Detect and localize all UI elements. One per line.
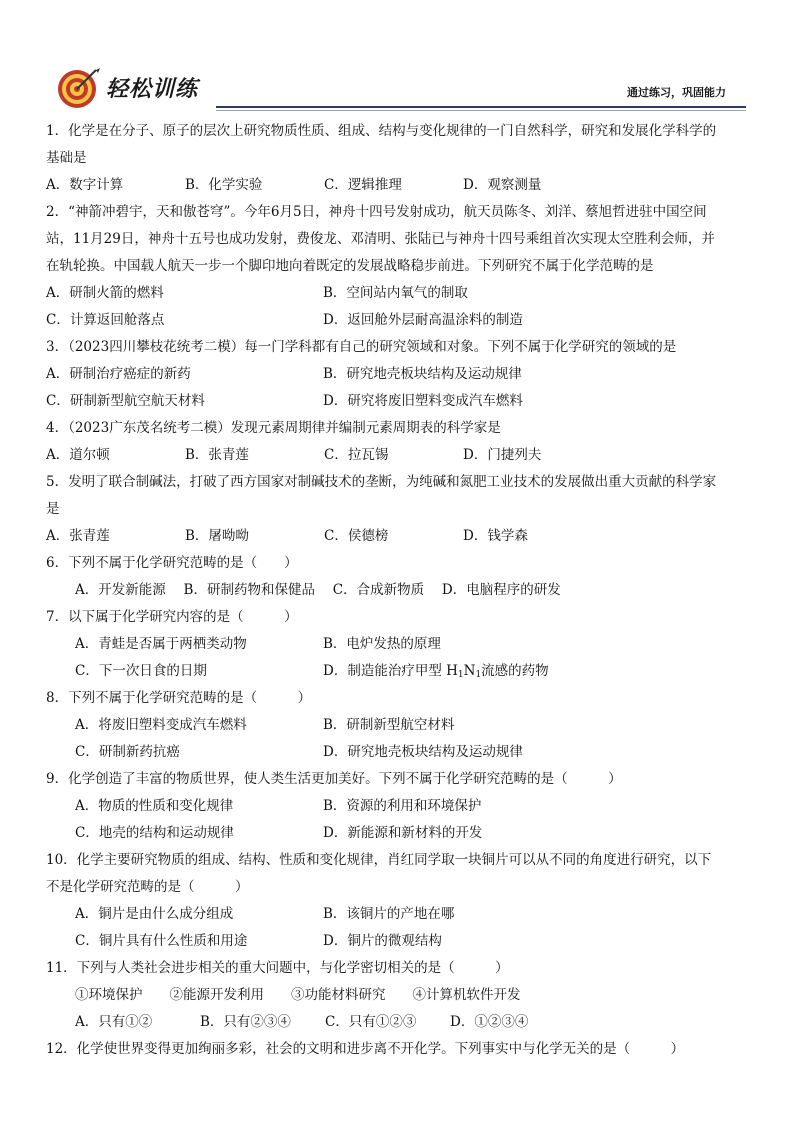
question-5-stem: 5．发明了联合制碱法，打破了西方国家对制碱技术的垄断，为纯碱和氮肥工业技术的发展做出重大贡献的科学家 <box>46 474 717 490</box>
question-11-stem: 11．下列与人类社会进步相关的重大问题中，与化学密切相关的是（ ） <box>46 960 509 976</box>
option-c: C．只有①②③ <box>325 1014 417 1030</box>
option-c: C．研制新型航空航天材料 <box>46 393 205 409</box>
option-b: B．电炉发热的原理 <box>323 636 441 652</box>
option-b: B．资源的利用和环境保护 <box>323 798 482 814</box>
option-a: A．数字计算 <box>46 177 124 193</box>
option-b: B．研究地壳板块结构及运动规律 <box>323 366 522 382</box>
option-d: D．①②③④ <box>450 1014 529 1030</box>
question-2-options <box>46 280 754 307</box>
section-brand-title: 轻松训练 <box>106 77 199 102</box>
header-rule-thin <box>216 110 746 111</box>
option-a: A．只有①② <box>75 1014 153 1030</box>
option-d: D．研究将废旧塑料变成汽车燃料 <box>323 393 523 409</box>
option-d: D．铜片的微观结构 <box>323 933 442 949</box>
question-5-stem-cont: 是 <box>46 501 60 517</box>
question-7-stem: 7．以下属于化学研究内容的是（ ） <box>46 609 298 625</box>
option-a: A．道尔顿 <box>46 447 110 463</box>
question-7-options <box>46 631 754 658</box>
question-9-options <box>46 793 754 820</box>
question-8-options <box>46 739 754 766</box>
option-a: A．青蛙是否属于两栖类动物 <box>75 636 247 652</box>
question-9-stem: 9．化学创造了丰富的物质世界，使人类生活更加美好。下列不属于化学研究范畴的是（ ） <box>46 771 622 787</box>
question-6-stem: 6．下列不属于化学研究范畴的是（ ） <box>46 555 298 571</box>
question-2-stem-cont: 在轨轮换。中国载人航天一步一个脚印地向着既定的发展战略稳步前进。下列研究不属于化学范畴的是 <box>46 258 654 274</box>
header-rule <box>216 106 746 108</box>
question-11-options <box>46 1009 754 1036</box>
option-a: A．研制治疗癌症的新药 <box>46 366 191 382</box>
option-c: C．地壳的结构和运动规律 <box>75 825 234 841</box>
option-d: D．研究地壳板块结构及运动规律 <box>323 744 523 760</box>
option-c: C．拉瓦锡 <box>324 447 389 463</box>
question-6-options <box>46 577 754 604</box>
question-7-options <box>46 658 754 685</box>
question-1-stem: 1．化学是在分子、原子的层次上研究物质性质、组成、结构与变化规律的一门自然科学，研究和发展化学科学的 <box>46 123 717 139</box>
option-b: B．研制新型航空材料 <box>323 717 455 733</box>
question-10-stem: 10．化学主要研究物质的组成、结构、性质和变化规律，肖红同学取一块铜片可以从不同的角度进行研究，以下 <box>46 852 712 868</box>
question-1-options <box>46 172 754 199</box>
option-c: C．研制新药抗癌 <box>75 744 180 760</box>
option-b: B．空间站内氧气的制取 <box>323 285 468 301</box>
question-12-stem: 12．化学使世界变得更加绚丽多彩，社会的文明和进步离不开化学。下列事实中与化学无关的是（ ） <box>46 1041 685 1057</box>
option-a: A．研制火箭的燃料 <box>46 285 164 301</box>
option-d: D．制造能治疗甲型 H1N1流感的药物 <box>323 663 549 680</box>
option-c: C．侯德榜 <box>324 528 389 544</box>
option-a: A．物质的性质和变化规律 <box>75 798 234 814</box>
question-4-stem: 4．（2023广东茂名统考二模）发现元素周期律并编制元素周期表的科学家是 <box>46 420 501 436</box>
option-d: D．钱学森 <box>463 528 528 544</box>
question-9-options <box>46 820 754 847</box>
option-c: C．下一次日食的日期 <box>75 663 207 679</box>
option-d: D．新能源和新材料的开发 <box>323 825 483 841</box>
option-b: B．该铜片的产地在哪 <box>323 906 455 922</box>
question-3-options <box>46 361 754 388</box>
question-2-options <box>46 307 754 334</box>
question-list <box>46 118 754 1063</box>
question-3-options <box>46 388 754 415</box>
option-a: A．将废旧塑料变成汽车燃料 <box>75 717 247 733</box>
option-d: D．观察测量 <box>463 177 542 193</box>
option-b: B．只有②③④ <box>200 1014 291 1030</box>
option-a: A．张青莲 <box>46 528 110 544</box>
option-c: C．合成新物质 <box>332 582 425 598</box>
option-a: A．铜片是由什么成分组成 <box>75 906 234 922</box>
option-c: C．计算返回舱落点 <box>46 312 165 328</box>
question-8-options <box>46 712 754 739</box>
question-8-stem: 8．下列不属于化学研究范畴的是（ ） <box>46 690 312 706</box>
option-b: B．化学实验 <box>185 177 263 193</box>
target-logo-icon <box>56 64 102 110</box>
question-5-options <box>46 523 754 550</box>
question-1-stem-cont: 基础是 <box>46 150 87 166</box>
option-c: C．铜片具有什么性质和用途 <box>75 933 248 949</box>
question-4-options <box>46 442 754 469</box>
header-slogan: 通过练习，巩固能力 <box>627 86 726 99</box>
question-2-stem: 2．“神箭冲碧宇，天和傲苍穹”。今年6月5日，神舟十四号发射成功，航天员陈冬、刘洋、蔡旭哲进驻中国空间 <box>46 204 707 220</box>
page-header <box>56 62 746 114</box>
option-b: B．张青莲 <box>185 447 249 463</box>
question-2-stem-cont: 站，11月29日，神舟十五号也成功发射，费俊龙、邓清明、张陆已与神舟十四号乘组首次实现太空胜利会师，并 <box>46 231 715 247</box>
question-3-stem: 3．（2023四川攀枝花统考二模）每一门学科都有自己的研究领域和对象。下列不属于化学研究的领域的是 <box>46 339 677 355</box>
option-d: D．门捷列夫 <box>463 447 542 463</box>
option-a: A．开发新能源 <box>75 582 166 598</box>
option-b: B．屠呦呦 <box>185 528 249 544</box>
option-c: C．逻辑推理 <box>324 177 402 193</box>
question-11-items: ①环境保护 ②能源开发利用 ③功能材料研究 ④计算机软件开发 <box>75 987 521 1003</box>
option-d: D．返回舱外层耐高温涂料的制造 <box>323 312 523 328</box>
option-b: B．研制药物和保健品 <box>183 582 315 598</box>
question-10-options <box>46 928 754 955</box>
question-10-options <box>46 901 754 928</box>
option-d: D．电脑程序的研发 <box>441 582 561 598</box>
question-10-stem-cont: 不是化学研究范畴的是（ ） <box>46 879 249 895</box>
